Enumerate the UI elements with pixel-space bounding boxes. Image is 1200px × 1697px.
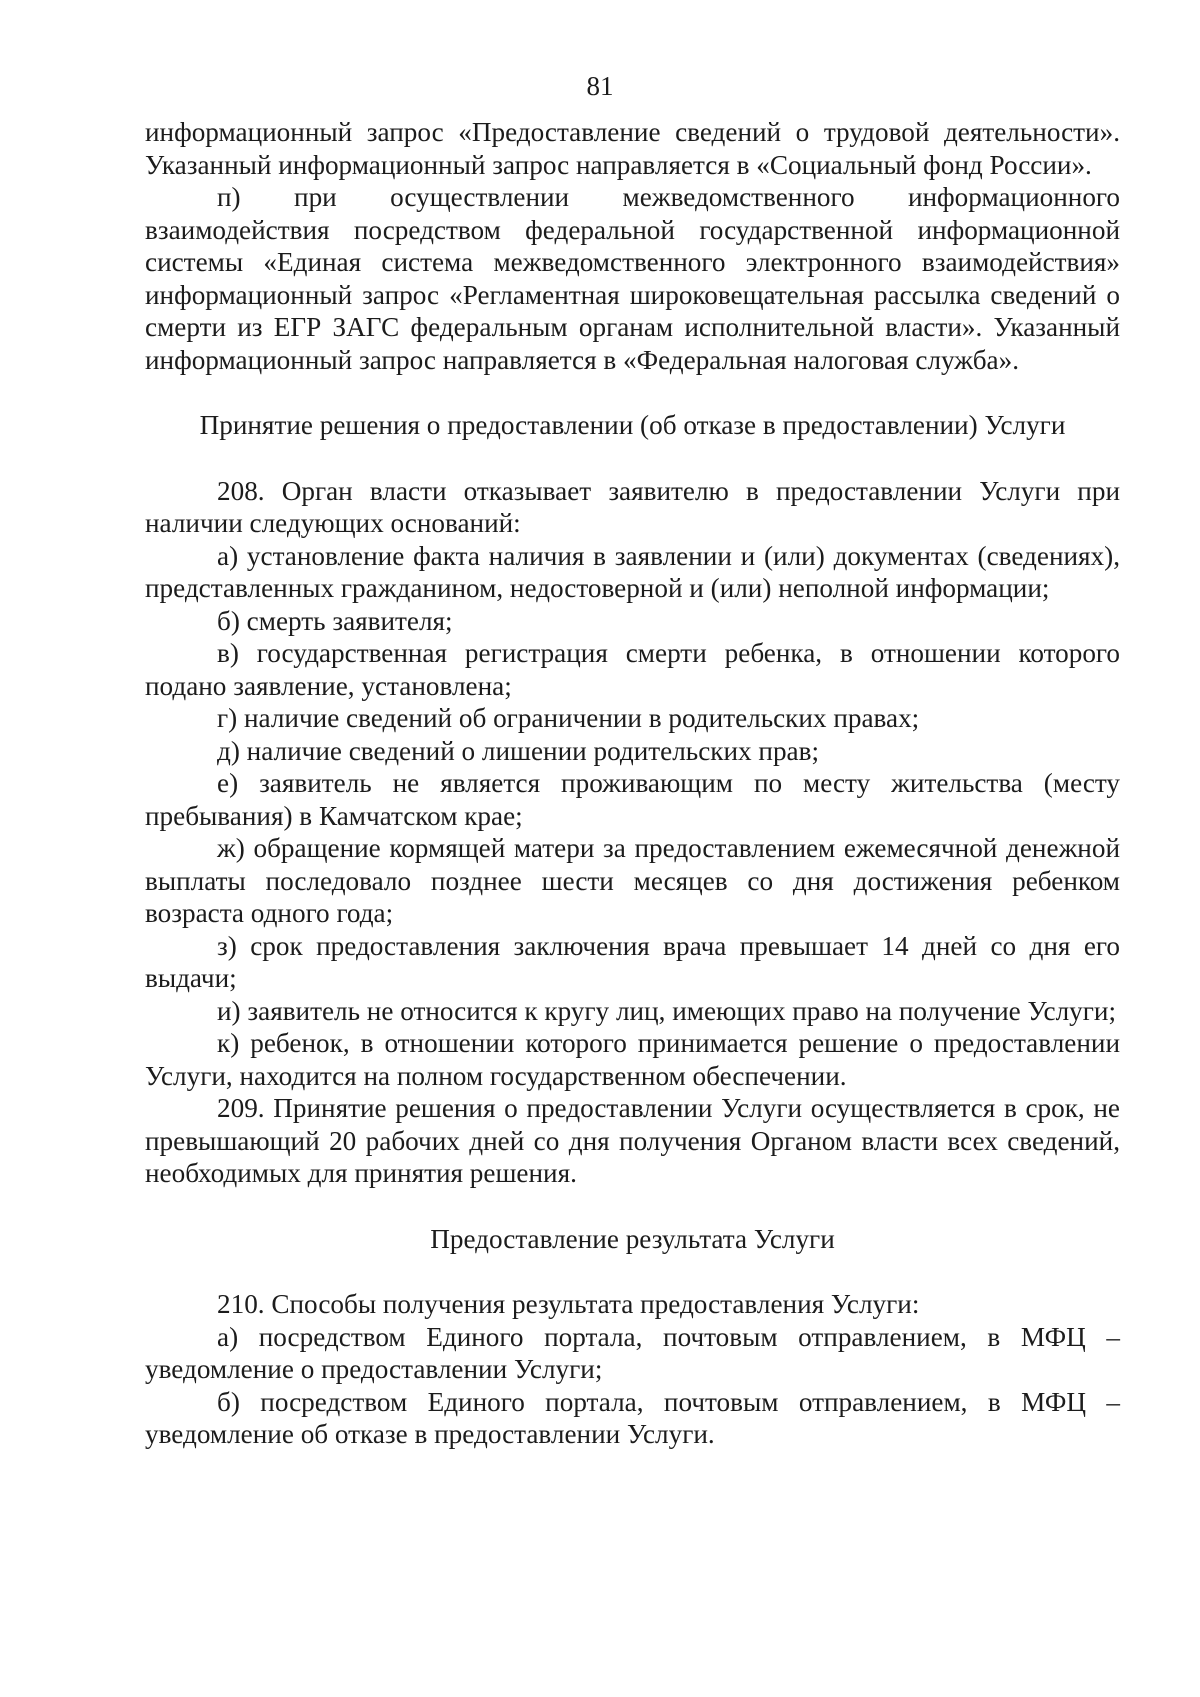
list-item: г) наличие сведений об ограничении в родительских правах; bbox=[217, 703, 920, 733]
list-item: б) посредством Единого портала, почтовым отправлением, в МФЦ – уведомление об отказе в предоставлении Услуги. bbox=[145, 1386, 1120, 1449]
list-item: б) смерть заявителя; bbox=[217, 605, 453, 636]
list-item: з) срок предоставления заключения врача превышает 14 дней со дня его выдачи; bbox=[145, 930, 1120, 993]
paragraph: 210. Способы получения результата предоставления Услуги: bbox=[217, 1289, 920, 1319]
section-heading-result: Предоставление результата Услуги bbox=[430, 1223, 835, 1254]
paragraph: 209. Принятие решения о предоставлении Услуги осуществляется в срок, не превышающий 20 рабочих дней со дня получения Органом власти всех сведений, необходимых для принятия решения. bbox=[145, 1093, 1120, 1188]
list-item: к) ребенок, в отношении которого принимается решение о предоставлении Услуги, находится на полном государственном обеспечении. bbox=[145, 1028, 1120, 1091]
paragraph: информационный запрос «Предоставление сведений о трудовой деятельности». Указанный информационный запрос направляется в «Социальный фонд России». bbox=[145, 117, 1120, 180]
paragraph: 208. Орган власти отказывает заявителю в предоставлении Услуги при наличии следующих оснований: bbox=[145, 475, 1120, 538]
list-item: в) государственная регистрация смерти ребенка, в отношении которого подано заявление, установлена; bbox=[145, 638, 1120, 701]
list-item: а) установление факта наличия в заявлении и (или) документах (сведениях), представленных гражданином, недостоверной и (или) неполной информации; bbox=[145, 540, 1120, 603]
list-item: ж) обращение кормящей матери за предоставлением ежемесячной денежной выплаты последовало позднее шести месяцев со дня достижения ребенком возраста одного года; bbox=[145, 833, 1120, 928]
list-item: е) заявитель не является проживающим по месту жительства (месту пребывания) в Камчатском крае; bbox=[145, 768, 1120, 831]
list-item: и) заявитель не относится к кругу лиц, имеющих право на получение Услуги; bbox=[217, 995, 1116, 1026]
list-item: а) посредством Единого портала, почтовым отправлением, в МФЦ – уведомление о предоставлении Услуги; bbox=[145, 1321, 1120, 1384]
page-number: 81 bbox=[586, 71, 614, 101]
document-body bbox=[145, 116, 1120, 1451]
section-heading-decision: Принятие решения о предоставлении (об отказе в предоставлении) Услуги bbox=[199, 410, 1066, 440]
list-item: д) наличие сведений о лишении родительских прав; bbox=[217, 735, 820, 766]
paragraph: п) при осуществлении межведомственного информационного взаимодействия посредством федеральной государственной информационной системы «Единая система межведомственного электронного взаимодействия» информационный запрос «Регламентная широковещательная рассылка сведений о смерти из ЕГР ЗАГС федеральным органам исполнительной власти». Указанный информационный запрос направляется в «Федеральная налоговая служба». bbox=[145, 182, 1120, 375]
